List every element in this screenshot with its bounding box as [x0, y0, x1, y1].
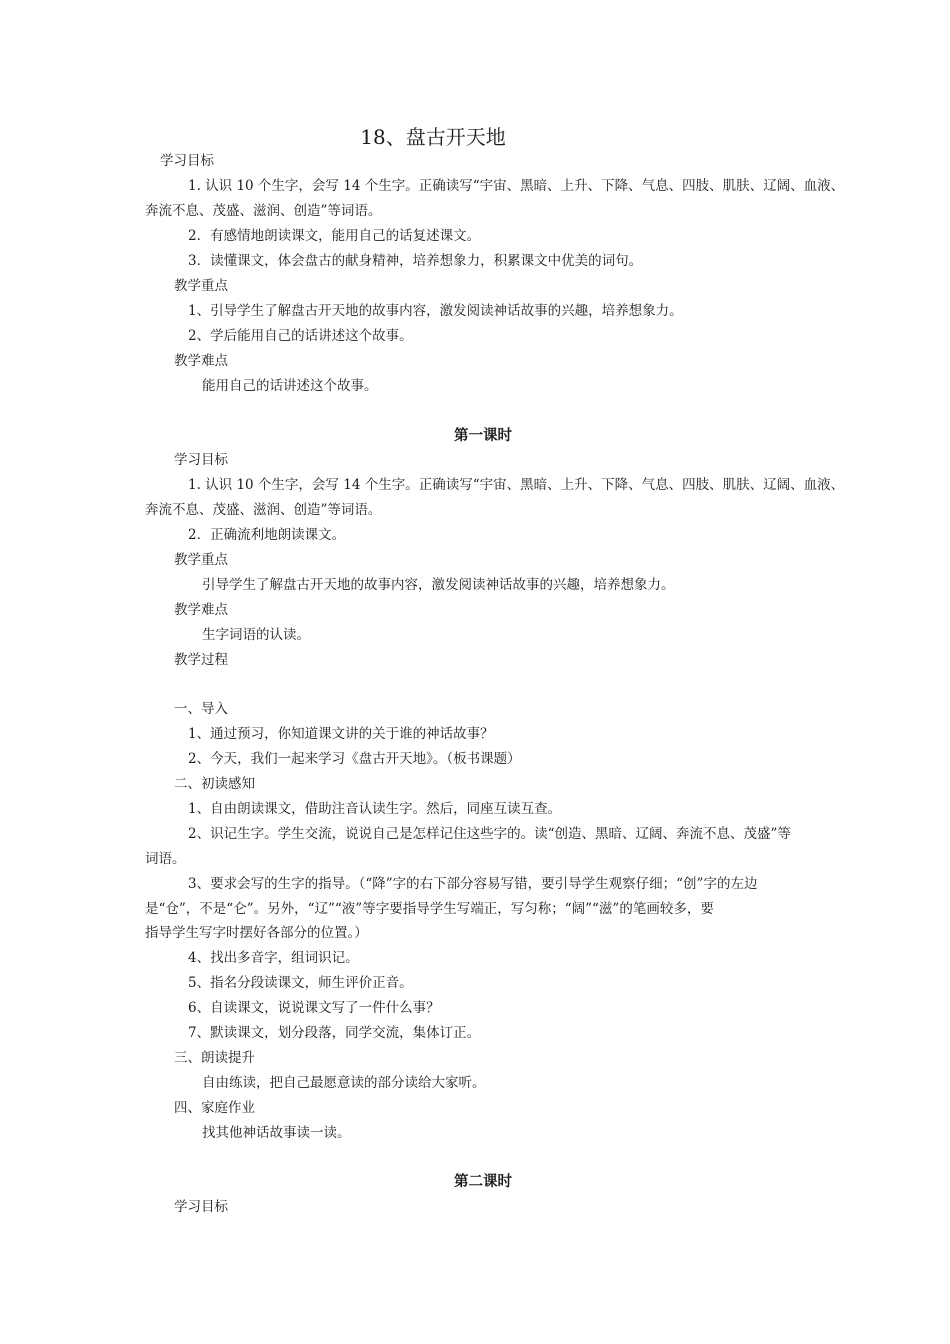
section-2-item-3-line-b: 是“仓”，不是“仑”。另外，“辽”“液”等字要指导学生写端正，写匀称；“阔”“滋”的笔画较多，要 [145, 901, 714, 917]
lesson-1-goals-label: 学习目标 [174, 452, 228, 468]
section-2-item-3-line-a: 3、要求会写的生字的指导。（“降”字的右下部分容易写错，要引导学生观察仔细；“创”字的左边 [188, 876, 758, 892]
section-3-item-1: 自由练读，把自己最愿意读的部分读给大家听。 [202, 1075, 486, 1091]
lesson-1-heading: 第一课时 [454, 427, 512, 444]
section-3-heading: 三、朗读提升 [174, 1050, 255, 1066]
lesson-1-difficulty-label: 教学难点 [174, 602, 228, 618]
lesson-1-goal-1-line-a: 1. 认识 10 个生字，会写 14 个生字。正确读写“宇宙、黑暗、上升、下降、气息、四肢、肌肤、辽阔、血液、 [188, 477, 845, 493]
section-2-item-7: 7、默读课文，划分段落，同学交流，集体订正。 [188, 1025, 481, 1041]
section-2-item-3-line-c: 指导学生写字时摆好各部分的位置。） [145, 925, 368, 941]
section-4-item-1: 找其他神话故事读一读。 [202, 1125, 351, 1141]
goal-1-line-a: 1. 认识 10 个生字，会写 14 个生字。正确读写“宇宙、黑暗、上升、下降、气息、四肢、肌肤、辽阔、血液、 [188, 178, 845, 194]
lesson-1-goal-1-line-b: 奔流不息、茂盛、滋润、创造”等词语。 [145, 502, 382, 518]
lesson-1-difficulty-text: 生字词语的认读。 [202, 627, 310, 643]
section-2-item-2-line-b: 词语。 [145, 851, 186, 867]
goal-1-line-b: 奔流不息、茂盛、滋润、创造”等词语。 [145, 203, 382, 219]
section-2-item-5: 5、指名分段读课文，师生评价正音。 [188, 975, 413, 991]
lesson-1-focus-label: 教学重点 [174, 552, 228, 568]
lesson-2-goals-label: 学习目标 [174, 1199, 228, 1215]
section-2-item-6: 6、自读课文，说说课文写了一件什么事？ [188, 1000, 440, 1016]
section-1-item-2: 2、今天，我们一起来学习《盘古开天地》。（板书课题） [188, 751, 521, 767]
lesson-1-process-label: 教学过程 [174, 652, 228, 668]
goal-3: 3．读懂课文，体会盘古的献身精神，培养想象力，积累课文中优美的词句。 [188, 253, 643, 269]
section-2-heading: 二、初读感知 [174, 776, 255, 792]
section-2-item-2-line-a: 2、识记生字。学生交流，说说自己是怎样记住这些字的。读“创造、黑暗、辽阔、奔流不息、茂盛”等 [188, 826, 791, 842]
section-1-heading: 一、导入 [174, 701, 228, 717]
difficulty-text: 能用自己的话讲述这个故事。 [202, 378, 378, 394]
lesson-1-focus-text: 引导学生了解盘古开天地的故事内容，激发阅读神话故事的兴趣，培养想象力。 [202, 577, 675, 593]
document-title: 18、盘古开天地 [360, 125, 506, 149]
section-2-item-1: 1、自由朗读课文，借助注音认读生字。然后，同座互读互查。 [188, 801, 562, 817]
lesson-1-goal-2: 2．正确流利地朗读课文。 [188, 527, 346, 543]
section-4-heading: 四、家庭作业 [174, 1100, 255, 1116]
difficulty-label: 教学难点 [174, 353, 228, 369]
focus-1: 1、引导学生了解盘古开天地的故事内容，激发阅读神话故事的兴趣，培养想象力。 [188, 303, 683, 319]
section-1-item-1: 1、通过预习，你知道课文讲的关于谁的神话故事？ [188, 726, 494, 742]
focus-2: 2、学后能用自己的话讲述这个故事。 [188, 328, 413, 344]
section-2-item-4: 4、找出多音字，组词识记。 [188, 950, 359, 966]
goal-2: 2．有感情地朗读课文，能用自己的话复述课文。 [188, 228, 481, 244]
goals-label: 学习目标 [160, 153, 214, 169]
focus-label: 教学重点 [174, 278, 228, 294]
lesson-2-heading: 第二课时 [454, 1173, 512, 1190]
